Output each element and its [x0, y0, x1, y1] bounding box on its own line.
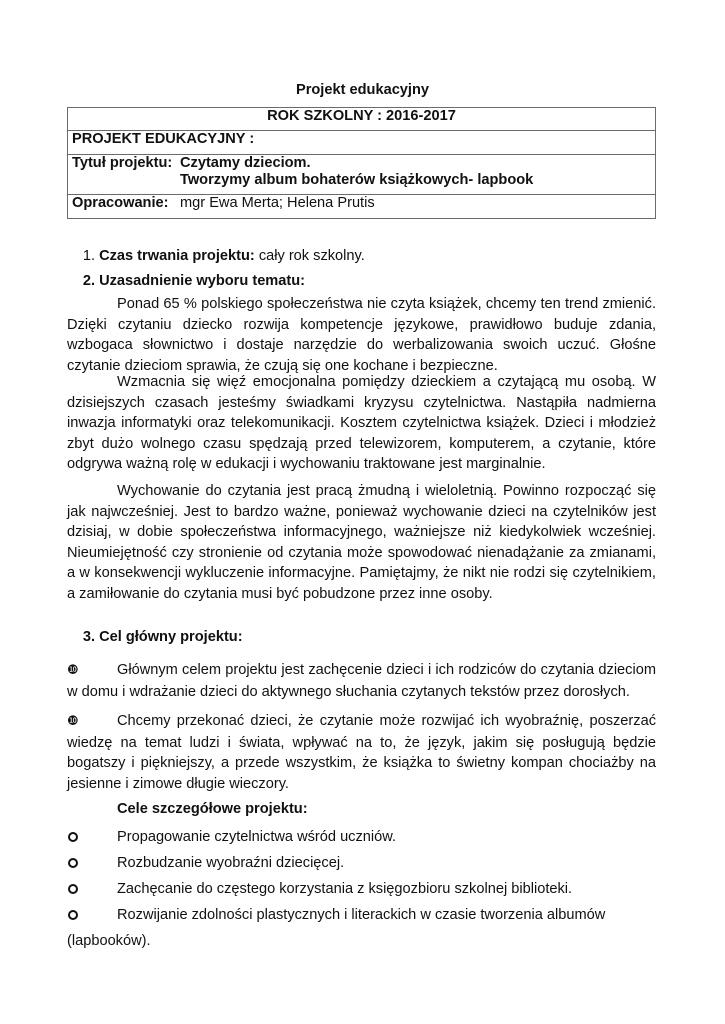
- section-3-heading: Cel główny projektu:: [99, 629, 243, 645]
- project-label-cell: PROJEKT EDUKACYJNY :: [68, 131, 656, 155]
- title-value: [180, 155, 533, 189]
- school-year-row: [68, 108, 656, 131]
- section-2-number: 2.: [82, 273, 95, 289]
- goal-text: Chcemy przekonać dzieci, że czytanie może rozwijać ich wyobraźnię, poszerzać wiedzę na temat ludzi i świata, wpływać na to, że język, jakim się posługują będzie bogatszy i piękniejszy, a przede wszystkim, że książka to świetny kompan chociażby na jesienne i zimowe długie wieczory.: [67, 713, 656, 792]
- circled-ten-bullet-icon: ❿: [67, 663, 79, 678]
- list-item-text: Rozbudzanie wyobraźni dziecięcej.: [117, 855, 345, 871]
- list-item-text: Propagowanie czytelnictwa wśród uczniów.: [117, 829, 397, 845]
- section-2-heading: Uzasadnienie wyboru tematu:: [99, 273, 306, 289]
- title-label: Tytuł projektu:: [72, 155, 173, 171]
- list-item: [67, 828, 656, 854]
- section-1-number: 1.: [82, 248, 95, 264]
- circle-bullet-icon: [68, 884, 78, 894]
- circle-bullet-icon: [68, 858, 78, 868]
- main-goal-1: [67, 660, 656, 702]
- sub-goals-heading: Cele szczegółowe projektu:: [117, 801, 308, 817]
- paragraph: Wzmacnia się więź emocjonalna pomiędzy dzieckiem a czytającą mu osobą. W dzisiejszych czasach jesteśmy świadkami kryzysu czytelnictwa. Nastąpiła nadmierna inwazja informatyki oraz telekomunikacji. Kosztem czytelnictwa książek. Dzieci i młodzież zbyt dużo wolnego czasu spędzają przed telewizorem, komputerem, a czytanie, które odgrywa ważną rolę w edukacji i wychowaniu traktowane jest marginalnie.: [67, 374, 656, 472]
- school-year-cell: ROK SZKOLNY : 2016-2017: [68, 108, 656, 131]
- section-2-heading-line: [67, 272, 656, 290]
- section-1-heading: Czas trwania projektu:: [99, 248, 255, 264]
- main-goal-2: [67, 711, 656, 794]
- list-item-text: Zachęcanie do częstego korzystania z księgozbioru szkolnej biblioteki.: [117, 881, 573, 897]
- section-1-text: cały rok szkolny.: [254, 248, 365, 264]
- project-label-row: [68, 131, 656, 155]
- paragraph: Ponad 65 % polskiego społeczeństwa nie czyta książek, chcemy ten trend zmienić. Dzięki czytaniu dziecko rozwija kompetencje językowe, prawidłowo buduje zdania, wzbogaca słownictwo i dostaje narzędzie do werbalizowania swoich uczuć. Głośne czytanie dzieciom sprawia, że czują się one kochane i bezpieczne.: [67, 296, 656, 374]
- section-3-heading-line: [67, 628, 656, 646]
- list-item-text: Rozwijanie zdolności plastycznych i literackich w czasie tworzenia albumów: [117, 907, 606, 923]
- list-item-continuation: (lapbooków).: [67, 933, 151, 949]
- section-3-number: 3.: [82, 629, 95, 645]
- section-1-duration: [67, 247, 656, 265]
- list-item: [67, 854, 656, 880]
- paragraph: Wychowanie do czytania jest pracą żmudną i wieloletnią. Powinno rozpocząć się jak najwcześniej. Jest to bardzo ważne, ponieważ wychowanie dzieci na czytelników jest dzisiaj, w dobie społeczeństwa informacyjnego, ważniejsze niż kiedykolwiek wcześniej. Nieumiejętność czy stronienie od czytania może spowodować nienadążanie za zmianami, a w konsekwencji wykluczenie informacyjne. Pamiętajmy, że nikt nie rodzi się czytelnikiem, a zamiłowanie do czytania musi być pobudzone przez inne osoby.: [67, 483, 656, 602]
- project-title-row: [68, 155, 656, 195]
- section-2-paragraph-3: [67, 481, 656, 604]
- circle-bullet-icon: [68, 910, 78, 920]
- goal-text: Głównym celem projektu jest zachęcenie dzieci i ich rodziców do czytania dzieciom w domu i wdrażanie dzieci do aktywnego słuchania czytanych tekstów przez dorosłych.: [67, 662, 656, 700]
- section-2-paragraph-1: [67, 294, 656, 376]
- page-title: Projekt edukacyjny: [295, 82, 430, 98]
- author-row: [68, 195, 656, 219]
- circle-bullet-icon: [68, 832, 78, 842]
- title-line-2: Tworzymy album bohaterów książkowych- lapbook: [180, 172, 534, 188]
- project-title-cell: [68, 155, 656, 195]
- project-info-table: [67, 107, 656, 219]
- list-item: [67, 906, 656, 932]
- circled-ten-bullet-icon: ❿: [67, 714, 79, 729]
- list-item: [67, 880, 656, 906]
- title-line-1: Czytamy dzieciom.: [180, 155, 311, 171]
- author-cell: [68, 195, 656, 219]
- sub-goals-list: [67, 828, 656, 950]
- section-2-paragraph-2: [67, 372, 656, 475]
- author-label: Opracowanie:: [72, 195, 169, 211]
- author-value: mgr Ewa Merta; Helena Prutis: [180, 195, 375, 211]
